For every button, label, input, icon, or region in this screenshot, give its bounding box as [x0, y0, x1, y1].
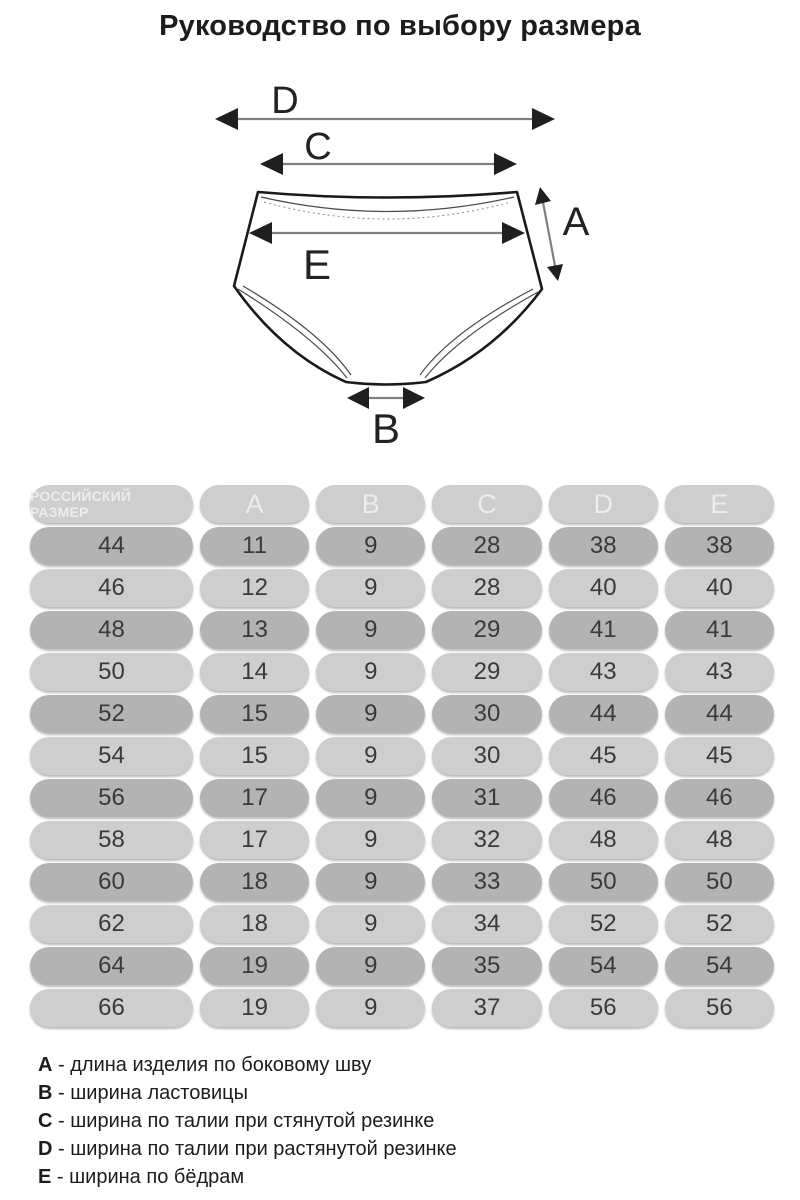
- value-pill-C: 30: [432, 737, 541, 775]
- value-pill-C: 34: [432, 905, 541, 943]
- legend-separator: -: [51, 1166, 70, 1188]
- table-row: [30, 989, 774, 1027]
- size-pill: 60: [30, 863, 193, 901]
- value-pill-E: 40: [665, 569, 774, 607]
- size-pill: 52: [30, 695, 193, 733]
- measurement-legend: [38, 1051, 800, 1191]
- value-pill-E: 41: [665, 611, 774, 649]
- value-pill-A: 15: [200, 737, 309, 775]
- measurement-diagram: [0, 69, 800, 461]
- panty-shape: [234, 192, 542, 385]
- table-body: [30, 527, 774, 1027]
- legend-key: B: [38, 1082, 53, 1104]
- value-pill-A: 12: [200, 569, 309, 607]
- value-pill-E: 50: [665, 863, 774, 901]
- legend-separator: -: [52, 1054, 71, 1076]
- table-row: [30, 695, 774, 733]
- table-row: [30, 821, 774, 859]
- legend-text: ширина по талии при растянутой резинке: [70, 1138, 457, 1160]
- value-pill-D: 45: [549, 737, 658, 775]
- arrow-D: [215, 108, 555, 130]
- value-pill-E: 56: [665, 989, 774, 1027]
- label-E: E: [302, 241, 332, 288]
- value-pill-C: 32: [432, 821, 541, 859]
- arrow-C: [260, 153, 517, 175]
- legend-key: E: [38, 1166, 52, 1188]
- size-pill: 54: [30, 737, 193, 775]
- value-pill-E: 52: [665, 905, 774, 943]
- size-pill: 44: [30, 527, 193, 565]
- size-pill: 64: [30, 947, 193, 985]
- value-pill-D: 56: [549, 989, 658, 1027]
- value-pill-C: 35: [432, 947, 541, 985]
- value-pill-A: 19: [200, 989, 309, 1027]
- value-pill-C: 31: [432, 779, 541, 817]
- value-pill-C: 28: [432, 569, 541, 607]
- value-pill-E: 44: [665, 695, 774, 733]
- legend-text: ширина ластовицы: [70, 1082, 248, 1104]
- value-pill-B: 9: [316, 695, 425, 733]
- size-pill: 66: [30, 989, 193, 1027]
- value-pill-B: 9: [316, 737, 425, 775]
- value-pill-B: 9: [316, 611, 425, 649]
- column-header-A: A: [200, 485, 309, 523]
- size-pill: 50: [30, 653, 193, 691]
- value-pill-A: 14: [200, 653, 309, 691]
- label-D: D: [271, 80, 299, 122]
- value-pill-B: 9: [316, 989, 425, 1027]
- arrow-A: [535, 187, 563, 281]
- table-row: [30, 905, 774, 943]
- value-pill-B: 9: [316, 947, 425, 985]
- label-B: B: [371, 405, 401, 452]
- value-pill-D: 46: [549, 779, 658, 817]
- table-row: [30, 611, 774, 649]
- size-pill: 46: [30, 569, 193, 607]
- column-header-D: D: [549, 485, 658, 523]
- value-pill-C: 29: [432, 653, 541, 691]
- value-pill-D: 48: [549, 821, 658, 859]
- value-pill-C: 30: [432, 695, 541, 733]
- value-pill-E: 43: [665, 653, 774, 691]
- legend-separator: -: [52, 1110, 71, 1132]
- value-pill-C: 33: [432, 863, 541, 901]
- legend-item: [38, 1135, 800, 1163]
- value-pill-E: 38: [665, 527, 774, 565]
- legend-item: [38, 1079, 800, 1107]
- value-pill-D: 43: [549, 653, 658, 691]
- label-C: C: [304, 126, 332, 168]
- legend-key: A: [38, 1054, 53, 1076]
- value-pill-A: 18: [200, 905, 309, 943]
- size-pill: 58: [30, 821, 193, 859]
- value-pill-B: 9: [316, 527, 425, 565]
- column-header-E: E: [665, 485, 774, 523]
- value-pill-D: 54: [549, 947, 658, 985]
- legend-item: [38, 1163, 800, 1191]
- legend-separator: -: [52, 1138, 71, 1160]
- table-row: [30, 863, 774, 901]
- legend-key: D: [38, 1138, 53, 1160]
- value-pill-D: 44: [549, 695, 658, 733]
- value-pill-C: 29: [432, 611, 541, 649]
- table-row: [30, 947, 774, 985]
- legend-text: ширина по бёдрам: [69, 1166, 245, 1188]
- value-pill-E: 54: [665, 947, 774, 985]
- value-pill-D: 38: [549, 527, 658, 565]
- table-row: [30, 737, 774, 775]
- value-pill-B: 9: [316, 863, 425, 901]
- table-row: [30, 527, 774, 565]
- russian-size-header-pill: РОССИЙСКИЙ РАЗМЕР: [30, 485, 193, 523]
- size-pill: 56: [30, 779, 193, 817]
- value-pill-D: 50: [549, 863, 658, 901]
- column-header-B: B: [316, 485, 425, 523]
- value-pill-D: 41: [549, 611, 658, 649]
- table-header-row: [30, 485, 774, 523]
- value-pill-A: 18: [200, 863, 309, 901]
- legend-text: ширина по талии при стянутой резинке: [70, 1110, 435, 1132]
- value-pill-A: 17: [200, 779, 309, 817]
- size-pill: 62: [30, 905, 193, 943]
- value-pill-A: 15: [200, 695, 309, 733]
- value-pill-D: 52: [549, 905, 658, 943]
- legend-item: [38, 1107, 800, 1135]
- value-pill-A: 17: [200, 821, 309, 859]
- label-A: A: [562, 200, 590, 244]
- value-pill-E: 45: [665, 737, 774, 775]
- legend-separator: -: [52, 1082, 71, 1104]
- size-table: [30, 485, 774, 1027]
- value-pill-A: 19: [200, 947, 309, 985]
- value-pill-A: 13: [200, 611, 309, 649]
- table-row: [30, 569, 774, 607]
- value-pill-B: 9: [316, 569, 425, 607]
- column-header-C: C: [432, 485, 541, 523]
- legend-key: C: [38, 1110, 53, 1132]
- page-title: Руководство по выбору размера: [159, 10, 641, 42]
- value-pill-B: 9: [316, 653, 425, 691]
- value-pill-B: 9: [316, 821, 425, 859]
- value-pill-C: 28: [432, 527, 541, 565]
- table-row: [30, 653, 774, 691]
- size-pill: 48: [30, 611, 193, 649]
- value-pill-B: 9: [316, 779, 425, 817]
- panty-measurement-illustration: [185, 69, 605, 461]
- value-pill-A: 11: [200, 527, 309, 565]
- value-pill-D: 40: [549, 569, 658, 607]
- value-pill-C: 37: [432, 989, 541, 1027]
- legend-item: [38, 1051, 800, 1079]
- legend-text: длина изделия по боковому шву: [70, 1054, 372, 1076]
- value-pill-E: 46: [665, 779, 774, 817]
- table-row: [30, 779, 774, 817]
- value-pill-B: 9: [316, 905, 425, 943]
- value-pill-E: 48: [665, 821, 774, 859]
